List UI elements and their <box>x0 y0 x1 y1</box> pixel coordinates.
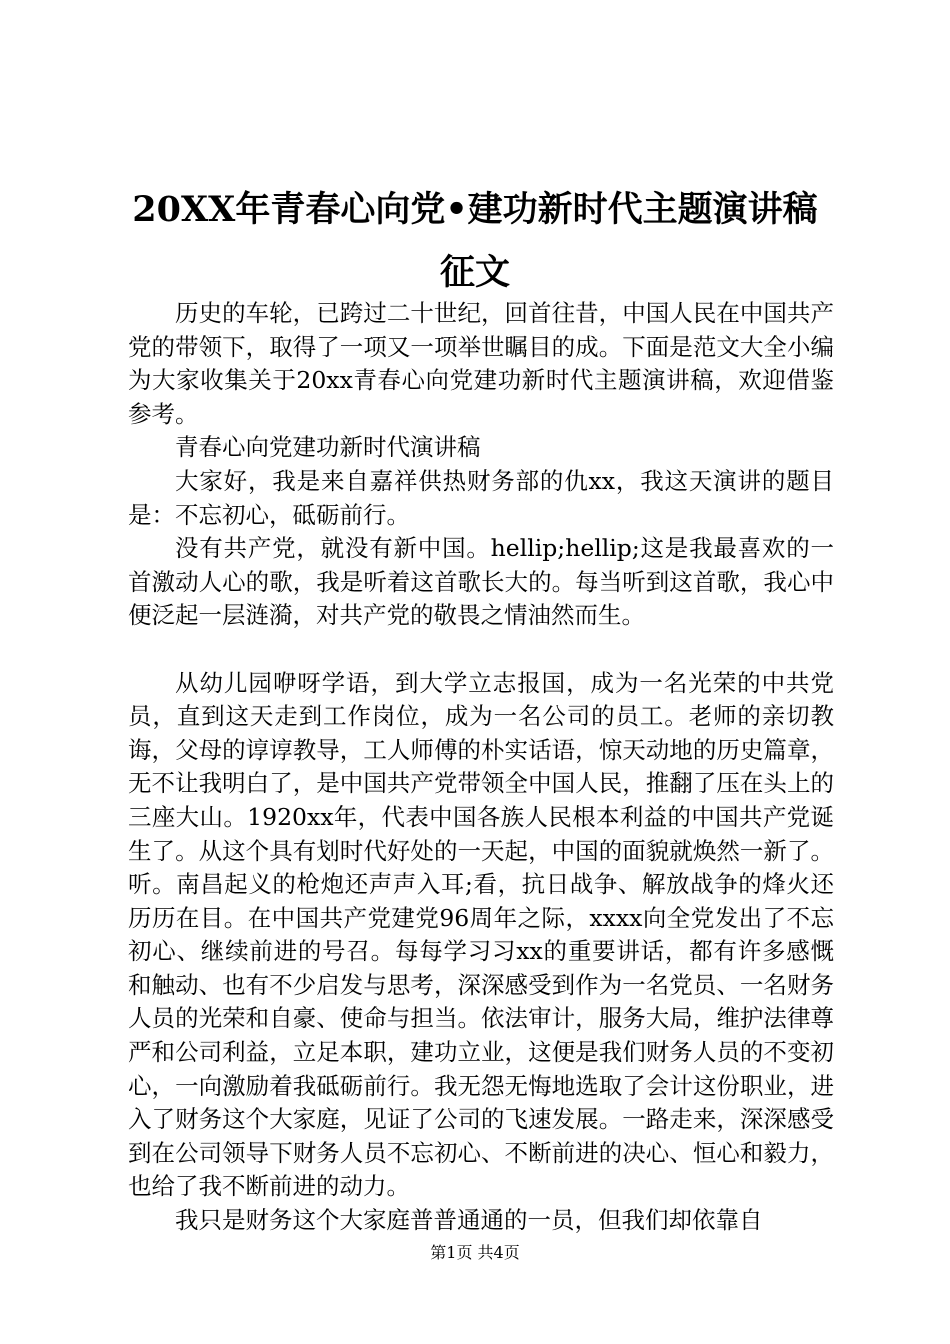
paragraph-greeting: 大家好，我是来自嘉祥供热财务部的仇xx，我这天演讲的题目是：不忘初心，砥砺前行。 <box>128 466 834 529</box>
document-body <box>128 297 834 1238</box>
title-line-2: 征文 <box>439 252 510 293</box>
paragraph-spacer <box>128 633 834 667</box>
title-line-1: 20XX年青春心向党•建功新时代主题演讲稿 <box>132 189 818 230</box>
paragraph-song: 没有共产党，就没有新中国。hellip;hellip;这是我最喜欢的一首激动人心的歌，我是听着这首歌长大的。每当听到这首歌，我心中便泛起一层涟漪，对共产党的敬畏之情油然而生。 <box>128 534 834 630</box>
paragraph-history: 从幼儿园咿呀学语，到大学立志报国，成为一名光荣的中共党员，直到这天走到工作岗位，成为一名公司的员工。老师的亲切教诲，父母的谆谆教导，工人师傅的朴实话语，惊天动地的历史篇章，无不让我明白了，是中国共产党带领全中国人民，推翻了压在头上的三座大山。1920xx年，代表中国各族人民根本利益的中国共产党诞生了。从这个具有划时代好处的一天起，中国的面貌就焕然一新了。听。南昌起义的枪炮还声声入耳;看，抗日战争、解放战争的烽火还历历在目。在中国共产党建党96周年之际，xxxx向全党发出了不忘初心、继续前进的号召。每每学习习xx的重要讲话，都有许多感慨和触动、也有不少启发与思考，深深感受到作为一名党员、一名财务人员的光荣和自豪、使命与担当。依法审计，服务大局，维护法律尊严和公司利益，立足本职，建功立业，这便是我们财务人员的不变初心，一向激励着我砥砺前行。我无怨无悔地选取了会计这份职业，进入了财务这个大家庭，见证了公司的飞速发展。一路走来，深深感受到在公司领导下财务人员不忘初心、不断前进的决心、恒心和毅力，也给了我不断前进的动力。 <box>128 668 834 1201</box>
paragraph-ending: 我只是财务这个大家庭普普通通的一员，但我们却依靠自 <box>175 1206 763 1235</box>
document-title <box>120 178 830 304</box>
paragraph-intro: 历史的车轮，已跨过二十世纪，回首往昔，中国人民在中国共产党的带领下，取得了一项又一项举世瞩目的成。下面是范文大全小编为大家收集关于20xx青春心向党建功新时代主题演讲稿，欢迎借鉴参考。 <box>128 299 834 428</box>
paragraph-subtitle: 青春心向党建功新时代演讲稿 <box>175 433 481 462</box>
page-number: 第1页 共4页 <box>430 1243 520 1262</box>
